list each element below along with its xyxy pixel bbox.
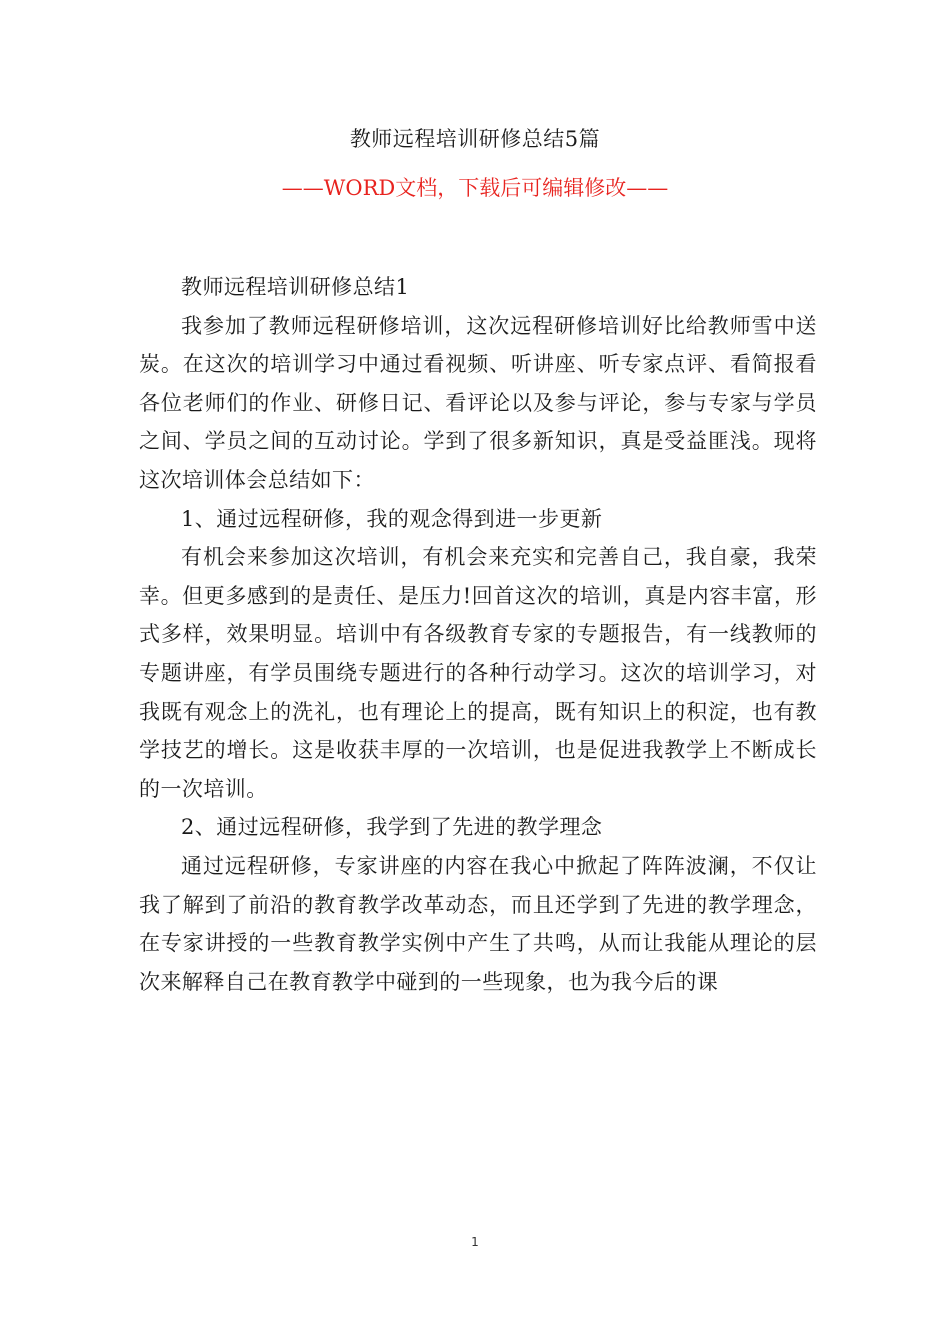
subheading-2: 2、通过远程研修，我学到了先进的教学理念 (181, 815, 603, 840)
subheading-1: 1、通过远程研修，我的观念得到进一步更新 (181, 506, 603, 531)
document-body (139, 268, 817, 1001)
section-heading-1: 教师远程培训研修总结1 (181, 275, 410, 299)
page-number: 1 (471, 1235, 479, 1249)
document-subtitle: ——WORD文档，下载后可编辑修改—— (281, 176, 669, 200)
document-title: 教师远程培训研修总结5篇 (349, 127, 601, 151)
body-paragraph: 我参加了教师远程研修培训，这次远程研修培训好比给教师雪中送炭。在这次的培训学习中通过看视频、听讲座、听专家点评、看简报看各位老师们的作业、研修日记、看评论以及参与评论，参与专家与学员之间、学员之间的互动讨论。学到了很多新知识，真是受益匪浅。现将这次培训体会总结如下： (139, 313, 817, 492)
body-paragraph: 有机会来参加这次培训，有机会来充实和完善自己，我自豪，我荣幸。但更多感到的是责任、是压力!回首这次的培训，真是内容丰富，形式多样，效果明显。培训中有各级教育专家的专题报告，有一线教师的专题讲座，有学员围绕专题进行的各种行动学习。这次的培训学习，对我既有观念上的洗礼，也有理论上的提高，既有知识上的积淀，也有教学技艺的增长。这是收获丰厚的一次培训，也是促进我教学上不断成长的一次培训。 (139, 545, 817, 801)
body-paragraph: 通过远程研修，专家讲座的内容在我心中掀起了阵阵波澜，不仅让我了解到了前沿的教育教学改革动态，而且还学到了先进的教学理念，在专家讲授的一些教育教学实例中产生了共鸣，从而让我能从理论的层次来解释自己在教育教学中碰到的一些现象，也为我今后的课 (139, 853, 817, 994)
